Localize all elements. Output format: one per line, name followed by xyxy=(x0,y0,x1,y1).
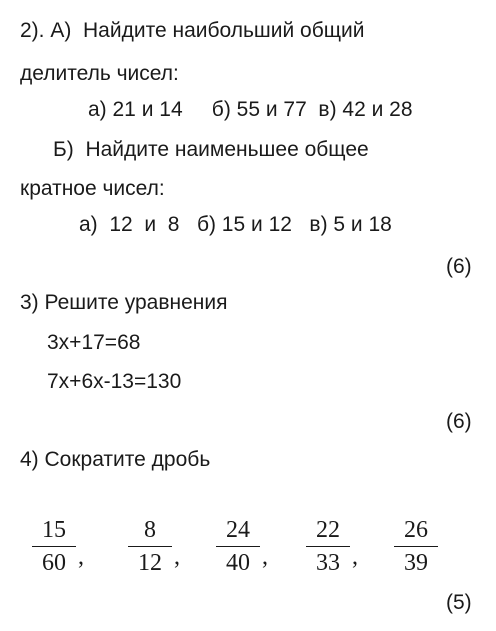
fraction-numerator: 22 xyxy=(316,517,340,543)
task3-heading: 3) Решите уравнения xyxy=(20,291,228,314)
fraction-denominator: 12 xyxy=(138,550,162,576)
fraction-separator: , xyxy=(262,544,268,570)
task2-heading-a: 2). А) Найдите наибольший общий xyxy=(20,19,365,42)
task2-items-a: а) 21 и 14 б) 55 и 77 в) 42 и 28 xyxy=(88,98,413,121)
fraction-denominator: 33 xyxy=(316,550,340,576)
task3-equation-1: 3х+17=68 xyxy=(47,331,141,354)
task2-points: (6) xyxy=(446,255,472,278)
task2-items-b: а) 12 и 8 б) 15 и 12 в) 5 и 18 xyxy=(79,213,392,236)
fraction-bar xyxy=(306,546,350,547)
task3-points: (6) xyxy=(446,410,472,433)
task2-heading-b-cont: кратное чисел: xyxy=(20,177,165,200)
task3-equation-2: 7х+6х-13=130 xyxy=(47,370,182,393)
fraction-numerator: 26 xyxy=(404,517,428,543)
fraction-separator: , xyxy=(78,544,84,570)
fraction-numerator: 8 xyxy=(144,517,156,543)
fraction-bar xyxy=(128,546,172,547)
fraction-separator: , xyxy=(352,544,358,570)
task4-points: (5) xyxy=(446,591,472,614)
fraction-denominator: 60 xyxy=(42,550,66,576)
fraction-denominator: 39 xyxy=(404,550,428,576)
fraction-bar xyxy=(394,546,438,547)
task2-heading-b: Б) Найдите наименьшее общее xyxy=(53,138,369,161)
task2-heading-a-cont: делитель чисел: xyxy=(20,62,179,85)
fraction-15-60 xyxy=(30,518,78,575)
fraction-denominator: 40 xyxy=(226,550,250,576)
fraction-separator: , xyxy=(174,544,180,570)
task4-heading: 4) Сократите дробь xyxy=(20,448,211,471)
fraction-22-33 xyxy=(304,518,352,575)
fraction-24-40 xyxy=(214,518,262,575)
fraction-numerator: 24 xyxy=(226,517,250,543)
fraction-bar xyxy=(216,546,260,547)
fraction-numerator: 15 xyxy=(42,517,66,543)
fraction-26-39 xyxy=(392,518,440,575)
fraction-bar xyxy=(32,546,76,547)
fraction-8-12 xyxy=(126,518,174,575)
